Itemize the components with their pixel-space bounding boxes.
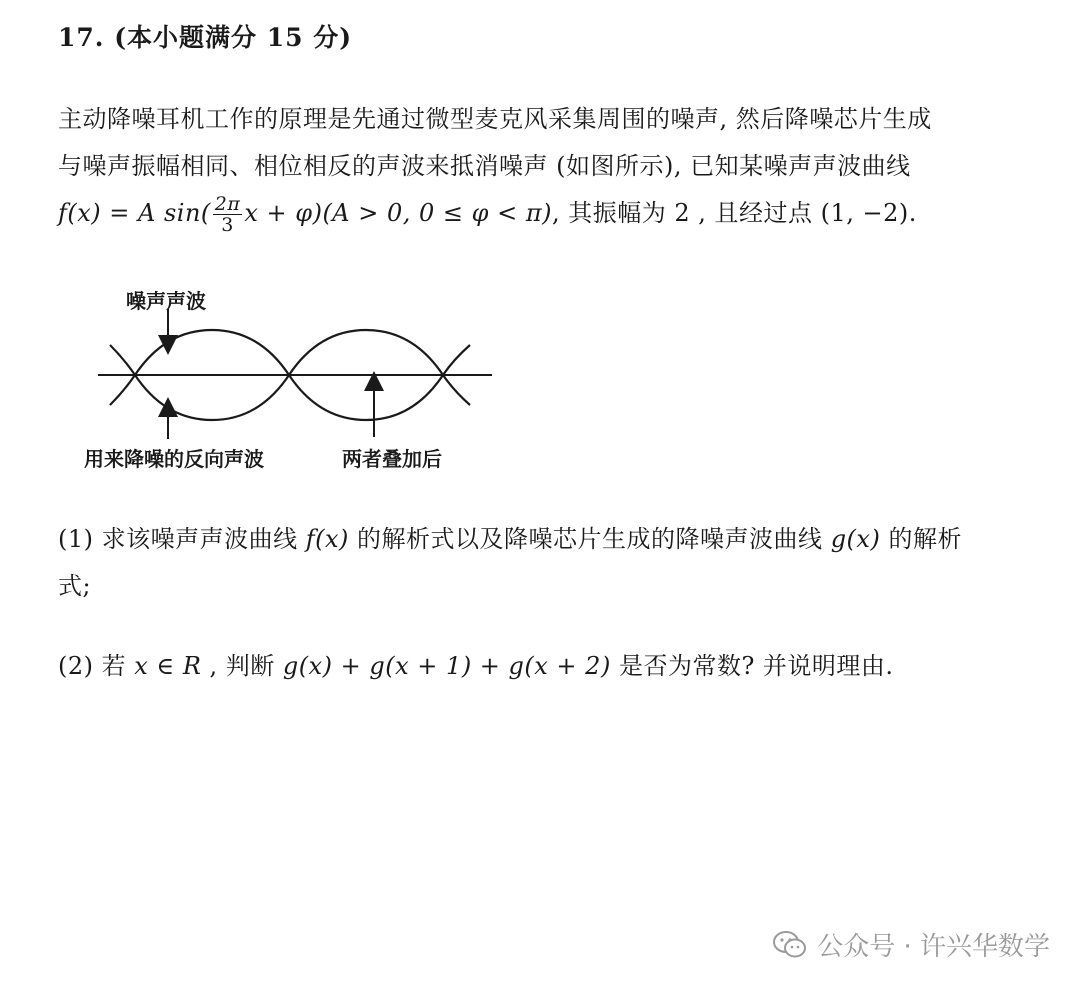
q1-f-notation: f(x) xyxy=(305,525,349,553)
watermark-text: 公众号 · 许兴华数学 xyxy=(817,932,1050,962)
fraction xyxy=(213,194,243,235)
function-suffix: x + φ)(A > 0, 0 ≤ φ < π) xyxy=(244,199,552,227)
question-1-line-2: 式; xyxy=(58,572,92,600)
q2-math-domain: x ∈ R xyxy=(134,652,202,680)
wave-figure xyxy=(80,275,520,485)
label-superposition: 两者叠加后 xyxy=(342,447,442,471)
q1-text-a: (1) 求该噪声声波曲线 xyxy=(58,525,306,553)
question-1 xyxy=(58,516,1058,610)
q1-text-b: 的解析式以及降噪芯片生成的降噪声波曲线 xyxy=(348,525,831,553)
wechat-icon xyxy=(773,931,807,959)
label-noise-wave: 噪声声波 xyxy=(126,289,206,313)
statement-line-1: 主动降噪耳机工作的原理是先通过微型麦克风采集周围的噪声, 然后降噪芯片生成 xyxy=(58,105,932,133)
fraction-numerator: 2π xyxy=(214,193,241,215)
fraction-denominator: 3 xyxy=(221,214,234,236)
q2-text-a: (2) 若 xyxy=(58,652,135,680)
watermark xyxy=(773,926,1050,963)
statement-line-3-tail: , 其振幅为 2 , 且经过点 (1, −2). xyxy=(551,199,917,227)
problem-statement xyxy=(58,96,1058,237)
question-1-line-1 xyxy=(58,516,1058,563)
question-2-line xyxy=(58,643,1058,690)
statement-line-2: 与噪声振幅相同、相位相反的声波来抵消噪声 (如图所示), 已知某噪声声波曲线 xyxy=(58,152,911,180)
label-anti-noise-wave: 用来降噪的反向声波 xyxy=(84,447,264,471)
function-prefix: f(x) = A sin( xyxy=(58,199,211,227)
q1-g-notation: g(x) xyxy=(830,525,881,553)
q2-text-c: 是否为常数? 并说明理由. xyxy=(610,652,894,680)
q1-text-c: 的解析 xyxy=(880,525,962,553)
statement-line-3 xyxy=(58,190,1058,237)
q2-text-b: , 判断 xyxy=(201,652,283,680)
question-2 xyxy=(58,643,1058,690)
q2-math-sum: g(x) + g(x + 1) + g(x + 2) xyxy=(282,652,611,680)
problem-title: 17. (本小题满分 15 分) xyxy=(58,23,353,52)
